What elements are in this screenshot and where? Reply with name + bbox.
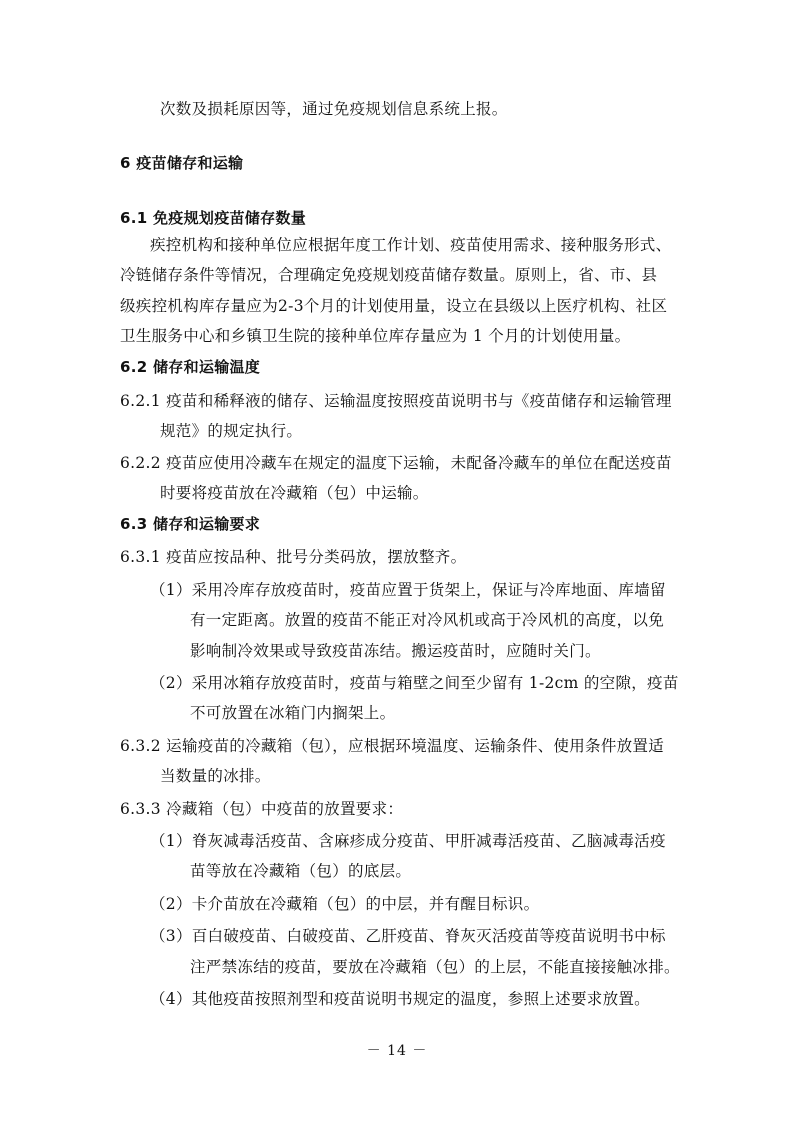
- list-item-1: （1）脊灰减毒活疫苗、含麻疹成分疫苗、甲肝减毒活疫苗、乙脑减毒活疫: [150, 832, 666, 850]
- subsection-heading-6-2: 6.2 储存和运输温度: [120, 358, 261, 376]
- body-text-line: 级疾控机构库存量应为2-3个月的计划使用量，设立在县级以上医疗机构、社区: [120, 297, 668, 315]
- list-item-1-cont: 影响制冷效果或导致疫苗冻结。搬运疫苗时，应随时关门。: [190, 642, 601, 660]
- list-item-2: （2）卡介苗放在冷藏箱（包）的中层，并有醒目标识。: [150, 895, 540, 913]
- list-item-2: （2）采用冰箱存放疫苗时，疫苗与箱壁之间至少留有 1-2cm 的空隙，疫苗: [150, 674, 679, 692]
- clause-6-3-1: 6.3.1 疫苗应按品种、批号分类码放，摆放整齐。: [120, 548, 467, 566]
- list-item-4: （4）其他疫苗按照剂型和疫苗说明书规定的温度，参照上述要求放置。: [150, 990, 650, 1008]
- clause-6-2-1: 6.2.1 疫苗和稀释液的储存、运输温度按照疫苗说明书与《疫苗储存和运输管理: [120, 392, 672, 410]
- clause-6-2-2: 6.2.2 疫苗应使用冷藏车在规定的温度下运输，未配备冷藏车的单位在配送疫苗: [120, 454, 672, 472]
- list-item-1-cont: 有一定距离。放置的疫苗不能正对冷风机或高于冷风机的高度，以免: [190, 611, 665, 629]
- clause-6-3-3: 6.3.3 冷藏箱（包）中疫苗的放置要求：: [120, 800, 404, 818]
- page-number: － 14 －: [366, 1043, 428, 1059]
- clause-6-2-2-cont: 时要将疫苗放在冷藏箱（包）中运输。: [160, 484, 429, 502]
- body-text-line: 冷链储存条件等情况，合理确定免疫规划疫苗储存数量。原则上，省、市、县: [120, 266, 658, 284]
- body-text-line: 疾控机构和接种单位应根据年度工作计划、疫苗使用需求、接种服务形式、: [150, 236, 672, 254]
- clause-6-3-2: 6.3.2 运输疫苗的冷藏箱（包），应根据环境温度、运输条件、使用条件放置适: [120, 737, 665, 755]
- list-item-3-cont: 注严禁冻结的疫苗，要放在冷藏箱（包）的上层，不能直接接触冰排。: [190, 958, 680, 976]
- body-text-line: 卫生服务中心和乡镇卫生院的接种单位库存量应为 1 个月的计划使用量。: [120, 327, 631, 345]
- clause-6-3-2-cont: 当数量的冰排。: [160, 767, 271, 785]
- paragraph-continuation: 次数及损耗原因等，通过免疫规划信息系统上报。: [160, 100, 508, 118]
- list-item-2-cont: 不可放置在冰箱门内搁架上。: [190, 704, 396, 722]
- list-item-3: （3）百白破疫苗、白破疫苗、乙肝疫苗、脊灰灭活疫苗等疫苗说明书中标: [150, 927, 666, 945]
- section-heading-6: 6 疫苗储存和运输: [120, 154, 244, 172]
- list-item-1: （1）采用冷库存放疫苗时，疫苗应置于货架上，保证与冷库地面、库墙留: [150, 581, 666, 599]
- list-item-1-cont: 苗等放在冷藏箱（包）的底层。: [190, 862, 412, 880]
- clause-6-2-1-cont: 规范》的规定执行。: [160, 422, 303, 440]
- subsection-heading-6-3: 6.3 储存和运输要求: [120, 515, 261, 533]
- subsection-heading-6-1: 6.1 免疫规划疫苗储存数量: [120, 209, 306, 227]
